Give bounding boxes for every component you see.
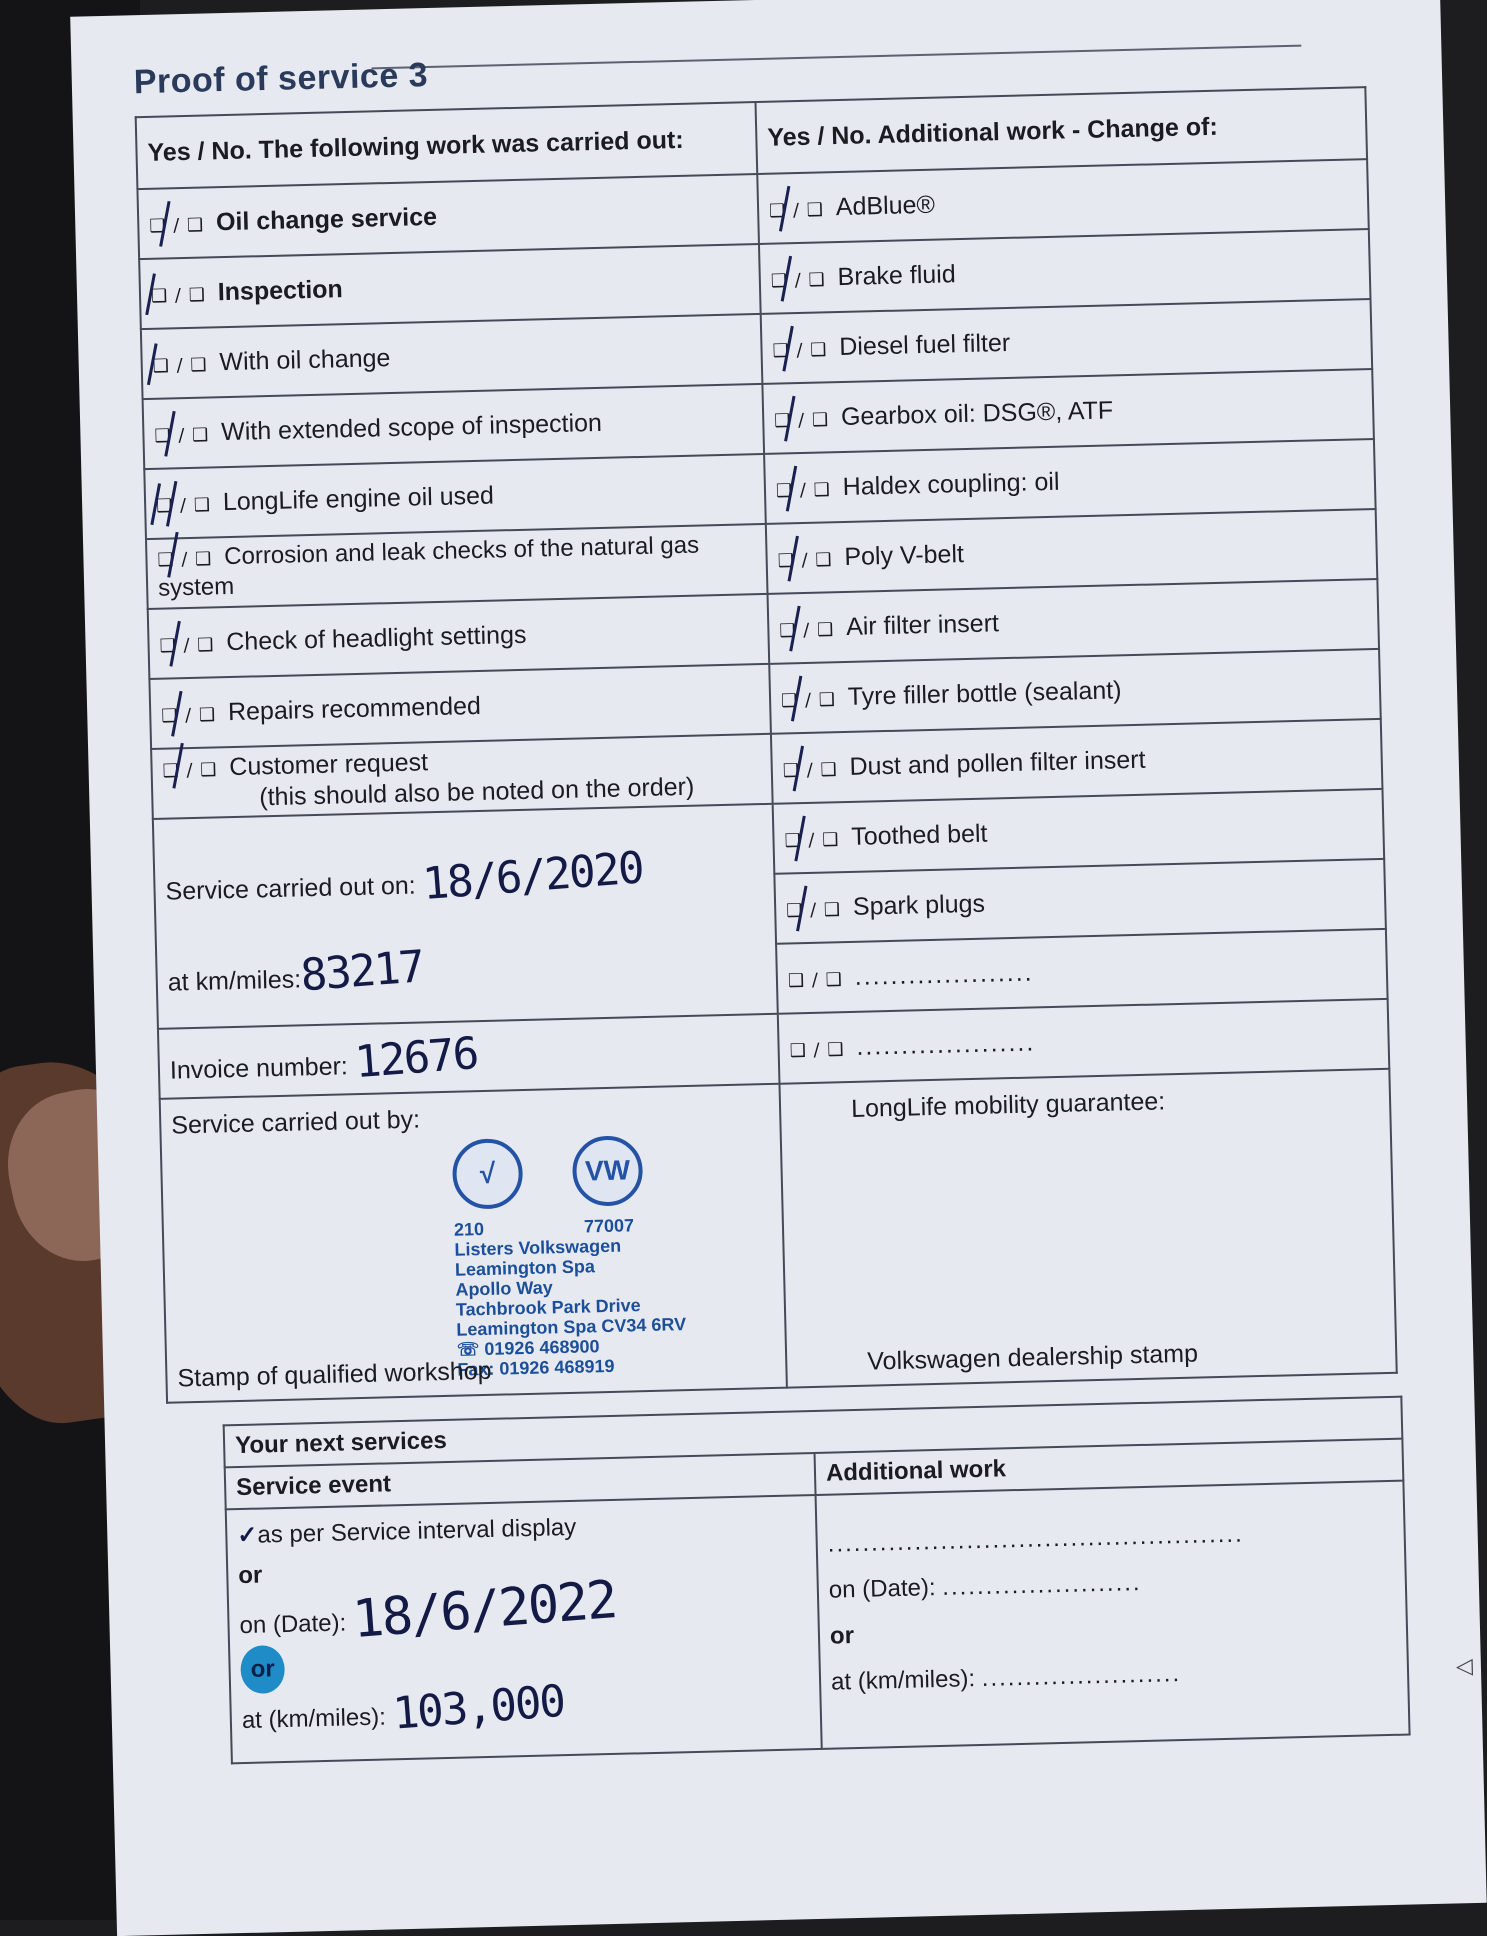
right-item-adblue[interactable]: ❑ / ❑ AdBlue® bbox=[757, 159, 1369, 244]
right-column-header: Yes / No. Additional work - Change of: bbox=[755, 87, 1367, 174]
stamp-line-2: Leamington Spa bbox=[454, 1256, 596, 1280]
left-item-extended-inspection[interactable]: ❑ / ❑ With extended scope of inspection bbox=[143, 384, 765, 469]
right-item-diesel-filter[interactable]: ❑ / ❑ Diesel fuel filter bbox=[761, 299, 1373, 384]
stamp-code-left: 210 bbox=[453, 1218, 485, 1240]
checkbox-pair[interactable]: ❑ / ❑ bbox=[789, 1038, 845, 1061]
dealership-stamp-label: Volkswagen dealership stamp bbox=[866, 1339, 1199, 1376]
service-table bbox=[135, 86, 1398, 1404]
page-title: Proof of service 3 bbox=[133, 56, 429, 102]
customer-request-note: (this should also be noted on the order) bbox=[258, 772, 695, 811]
right-item-pollen-filter[interactable]: ❑ / ❑ Dust and pollen filter insert bbox=[771, 719, 1383, 804]
invoice-value[interactable]: 12676 bbox=[352, 1027, 479, 1088]
checkbox-pair[interactable]: ❑ / ❑ bbox=[784, 829, 839, 851]
left-item-inspection[interactable]: ❑ / ❑ Inspection bbox=[139, 244, 761, 329]
checkbox-pair[interactable]: ❑ / ❑ bbox=[787, 968, 843, 991]
or-label-1: or bbox=[238, 1561, 263, 1590]
next-services-table bbox=[223, 1396, 1411, 1765]
or-highlight-badge: or bbox=[240, 1645, 285, 1694]
checkbox-pair[interactable]: ❑ / ❑ bbox=[783, 759, 838, 781]
mobility-label: LongLife mobility guarantee: bbox=[850, 1087, 1166, 1123]
mileage-label: at km/miles: bbox=[167, 965, 302, 997]
service-event-header: Service event bbox=[225, 1453, 816, 1509]
checkbox-pair[interactable]: ❑ / ❑ bbox=[769, 199, 824, 221]
right-item-haldex[interactable]: ❑ / ❑ Haldex coupling: oil bbox=[764, 439, 1376, 524]
add-at-miles-field[interactable]: ....................... bbox=[981, 1660, 1182, 1692]
stamp-line-1: Listers Volkswagen bbox=[454, 1235, 622, 1260]
additional-work-line[interactable]: ................................................ bbox=[827, 1520, 1245, 1558]
workshop-stamp-label: Stamp of qualified workshop bbox=[177, 1356, 492, 1393]
next-date-value[interactable]: 18/6/2022 bbox=[350, 1570, 619, 1651]
checkbox-pair[interactable]: ❑ / ❑ bbox=[151, 284, 206, 306]
checkbox-pair[interactable]: ❑ / ❑ bbox=[774, 409, 829, 431]
service-date-label: Service carried out on: bbox=[165, 871, 417, 906]
add-on-date-field[interactable]: ....................... bbox=[941, 1569, 1142, 1601]
left-item-headlights[interactable]: ❑ / ❑ Check of headlight settings bbox=[148, 594, 770, 679]
workshop-stamp-cell bbox=[160, 1084, 787, 1403]
checkbox-pair[interactable]: ❑ / ❑ bbox=[156, 494, 211, 516]
carried-out-by-label: Service carried out by: bbox=[170, 1105, 421, 1140]
service-date-value[interactable]: 18/6/2020 bbox=[420, 842, 645, 911]
checkbox-pair[interactable]: ❑ / ❑ bbox=[776, 479, 831, 501]
stamp-line-5: Leamington Spa CV34 6RV bbox=[456, 1314, 687, 1340]
next-services-title: Your next services bbox=[224, 1397, 1403, 1468]
add-at-miles-label: at (km/miles): bbox=[830, 1665, 976, 1696]
vw-logo-icon: VW bbox=[572, 1135, 644, 1207]
checkbox-pair[interactable]: ❑ / ❑ bbox=[777, 549, 832, 571]
on-date-label: on (Date): bbox=[239, 1609, 347, 1640]
checkbox-pair[interactable]: ❑ / ❑ bbox=[771, 269, 826, 291]
checkbox-pair[interactable]: ❑ / ❑ bbox=[157, 545, 212, 574]
service-book-page bbox=[70, 0, 1487, 1936]
quality-check-icon: √ bbox=[452, 1138, 524, 1210]
page-corner-arrow-icon: ◁ bbox=[1455, 1652, 1474, 1679]
additional-work-cell bbox=[816, 1481, 1410, 1749]
left-item-with-oil-change[interactable]: ❑ / ❑ With oil change bbox=[141, 314, 763, 399]
checkbox-pair[interactable]: ❑ / ❑ bbox=[162, 756, 217, 785]
invoice-label: Invoice number: bbox=[169, 1051, 349, 1085]
right-item-tyre-filler[interactable]: ❑ / ❑ Tyre filler bottle (sealant) bbox=[769, 649, 1381, 734]
checkbox-pair[interactable]: ❑ / ❑ bbox=[149, 214, 204, 236]
left-item-customer-request[interactable]: ❑ / ❑ Customer request (this should also be noted on the order) bbox=[151, 734, 773, 819]
checkbox-pair[interactable]: ❑ / ❑ bbox=[159, 634, 214, 656]
stamp-line-6: ☏ 01926 468900 bbox=[456, 1336, 600, 1360]
service-event-cell bbox=[226, 1495, 822, 1763]
additional-work-header: Additional work bbox=[815, 1439, 1404, 1495]
checkbox-pair[interactable]: ❑ / ❑ bbox=[153, 354, 208, 376]
next-miles-value[interactable]: 103,000 bbox=[390, 1675, 566, 1740]
right-item-gearbox-oil[interactable]: ❑ / ❑ Gearbox oil: DSG®, ATF bbox=[762, 369, 1374, 454]
left-item-corrosion-checks[interactable]: ❑ / ❑ Corrosion and leak checks of the natural gas system bbox=[146, 524, 768, 609]
checkbox-pair[interactable]: ❑ / ❑ bbox=[786, 899, 841, 921]
right-item-poly-v-belt[interactable]: ❑ / ❑ Poly V-belt bbox=[766, 509, 1378, 594]
page-content bbox=[133, 7, 1405, 1766]
stamp-line-7: Fax: 01926 468919 bbox=[457, 1355, 615, 1380]
dealer-stamp bbox=[452, 1132, 776, 1380]
left-column-header: Yes / No. The following work was carried out: bbox=[136, 102, 758, 189]
stamp-line-3: Apollo Way bbox=[455, 1277, 553, 1300]
checkbox-pair[interactable]: ❑ / ❑ bbox=[161, 704, 216, 726]
checkbox-pair[interactable]: ❑ / ❑ bbox=[154, 424, 209, 446]
at-miles-label: at (km/miles): bbox=[241, 1703, 387, 1735]
right-item-toothed-belt[interactable]: ❑ / ❑ Toothed belt bbox=[773, 789, 1385, 874]
checkbox-pair[interactable]: ❑ / ❑ bbox=[781, 689, 836, 711]
left-item-oil-change[interactable]: ❑ / ❑ Oil change service bbox=[137, 174, 759, 259]
add-on-date-label: on (Date): bbox=[828, 1574, 936, 1604]
right-item-blank-2[interactable]: ❑ / ❑ .................... bbox=[778, 999, 1390, 1084]
right-item-blank-1[interactable]: ❑ / ❑ .................... bbox=[776, 929, 1388, 1014]
right-item-air-filter[interactable]: ❑ / ❑ Air filter insert bbox=[768, 579, 1380, 664]
left-item-longlife-oil[interactable]: ❑ / ❑ LongLife engine oil used bbox=[144, 454, 766, 539]
service-date-cell bbox=[153, 804, 778, 1029]
stamp-line-4: Tachbrook Park Drive bbox=[455, 1295, 641, 1320]
checkbox-pair[interactable]: ❑ / ❑ bbox=[772, 339, 827, 361]
right-item-spark-plugs[interactable]: ❑ / ❑ Spark plugs bbox=[774, 859, 1386, 944]
left-item-repairs[interactable]: ❑ / ❑ Repairs recommended bbox=[149, 664, 771, 749]
add-or-label: or bbox=[829, 1622, 855, 1650]
checkbox-pair[interactable]: ❑ / ❑ bbox=[779, 619, 834, 641]
stamp-code-right: 77007 bbox=[583, 1215, 635, 1237]
interval-option[interactable]: ✓as per Service interval display bbox=[237, 1513, 577, 1550]
right-item-brake-fluid[interactable]: ❑ / ❑ Brake fluid bbox=[759, 229, 1371, 314]
mileage-value[interactable]: 83217 bbox=[299, 941, 426, 1002]
mobility-cell bbox=[779, 1069, 1396, 1388]
